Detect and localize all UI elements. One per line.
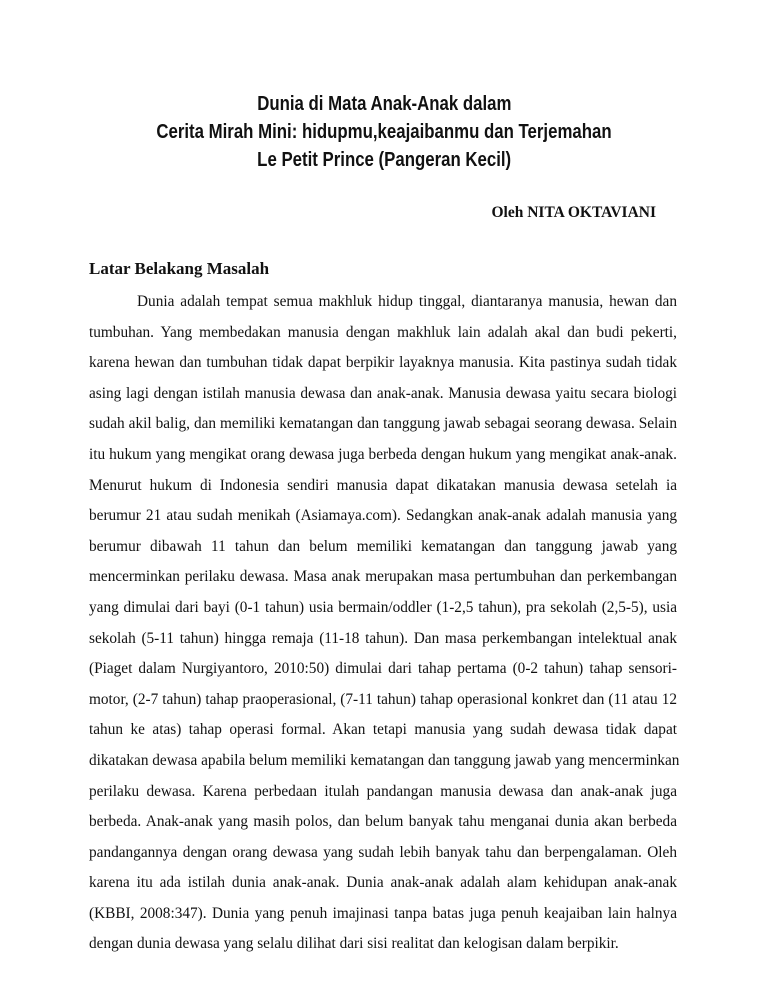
author-byline: Oleh NITA OKTAVIANI: [491, 204, 656, 221]
paragraph-line: sekolah (5-11 tahun) hingga remaja (11-18 tahun). Dan masa perkembangan intelektual anak: [89, 629, 677, 647]
paragraph-line: berumur 21 atau sudah menikah (Asiamaya.com). Sedangkan anak-anak adalah manusia yang: [89, 507, 677, 525]
paragraph-line: (Piaget dalam Nurgiyantoro, 2010:50) dimulai dari tahap pertama (0-2 tahun) tahap sensori-: [89, 660, 677, 678]
paragraph-line: tumbuhan. Yang membedakan manusia dengan makhluk lain adalah akal dan budi pekerti,: [89, 323, 677, 341]
paragraph-line: (KBBI, 2008:347). Dunia yang penuh imajinasi tanpa batas juga penuh keajaiban lain halnya: [89, 904, 677, 922]
paragraph-line: pandangannya dengan orang dewasa yang sudah lebih banyak tahu dan berpengalaman. Oleh: [89, 843, 677, 861]
title-line: Dunia di Mata Anak-Anak dalam: [256, 93, 512, 115]
section-heading: Latar Belakang Masalah: [89, 259, 270, 278]
paragraph-line: tahun ke atas) tahap operasi formal. Akan tetapi manusia yang sudah dewasa tidak dapat: [89, 721, 677, 739]
paragraph-line: motor, (2-7 tahun) tahap praoperasional, (7-11 tahun) tahap operasional konkret dan (11 atau 12: [89, 690, 677, 708]
paragraph-line: mencerminkan perilaku dewasa. Masa anak merupakan masa pertumbuhan dan perkembangan: [89, 568, 677, 586]
paragraph-line: karena itu ada istilah dunia anak-anak. Dunia anak-anak adalah alam kehidupan anak-anak: [89, 874, 677, 892]
paragraph-line: Dunia adalah tempat semua makhluk hidup tinggal, diantaranya manusia, hewan dan: [137, 293, 677, 310]
document-title: [0, 90, 768, 174]
paragraph-line: berumur dibawah 11 tahun dan belum memiliki kematangan dan tanggung jawab yang: [89, 537, 677, 555]
paragraph-line: berbeda. Anak-anak yang masih polos, dan belum banyak tahu menganai dunia akan berbeda: [89, 813, 677, 831]
title-line: Le Petit Prince (Pangeran Kecil): [257, 149, 511, 171]
paragraph-line: sudah akil balig, dan memiliki kematangan dan tanggung jawab sebagai seorang dewasa. Selain: [89, 415, 677, 433]
paragraph-line: dikatakan dewasa apabila belum memiliki kematangan dan tanggung jawab yang mencerminkan: [89, 751, 680, 769]
paragraph-line: yang dimulai dari bayi (0-1 tahun) usia bermain/oddler (1-2,5 tahun), pra sekolah (2,5-5), usia: [89, 598, 677, 616]
section-body: [89, 287, 680, 960]
paragraph-line: Menurut hukum di Indonesia sendiri manusia dapat dikatakan manusia dewasa setelah ia: [89, 476, 677, 494]
paragraph-line: dengan dunia dewasa yang selalu dilihat dari sisi realitat dan kelogisan dalam berpikir.: [89, 935, 619, 953]
paragraph-line: asing lagi dengan istilah manusia dewasa dan anak-anak. Manusia dewasa yaitu secara biologi: [89, 384, 677, 402]
title-line: Cerita Mirah Mini: hidupmu,keajaibanmu dan Terjemahan: [156, 121, 612, 143]
paragraph-line: perilaku dewasa. Karena perbedaan itulah pandangan manusia dewasa dan anak-anak juga: [89, 782, 677, 800]
paragraph-line: karena hewan dan tumbuhan tidak dapat berpikir layaknya manusia. Kita pastinya sudah tidak: [89, 354, 677, 372]
paragraph-line: itu hukum yang mengikat orang dewasa juga berbeda dengan hukum yang mengikat anak-anak.: [89, 445, 677, 463]
